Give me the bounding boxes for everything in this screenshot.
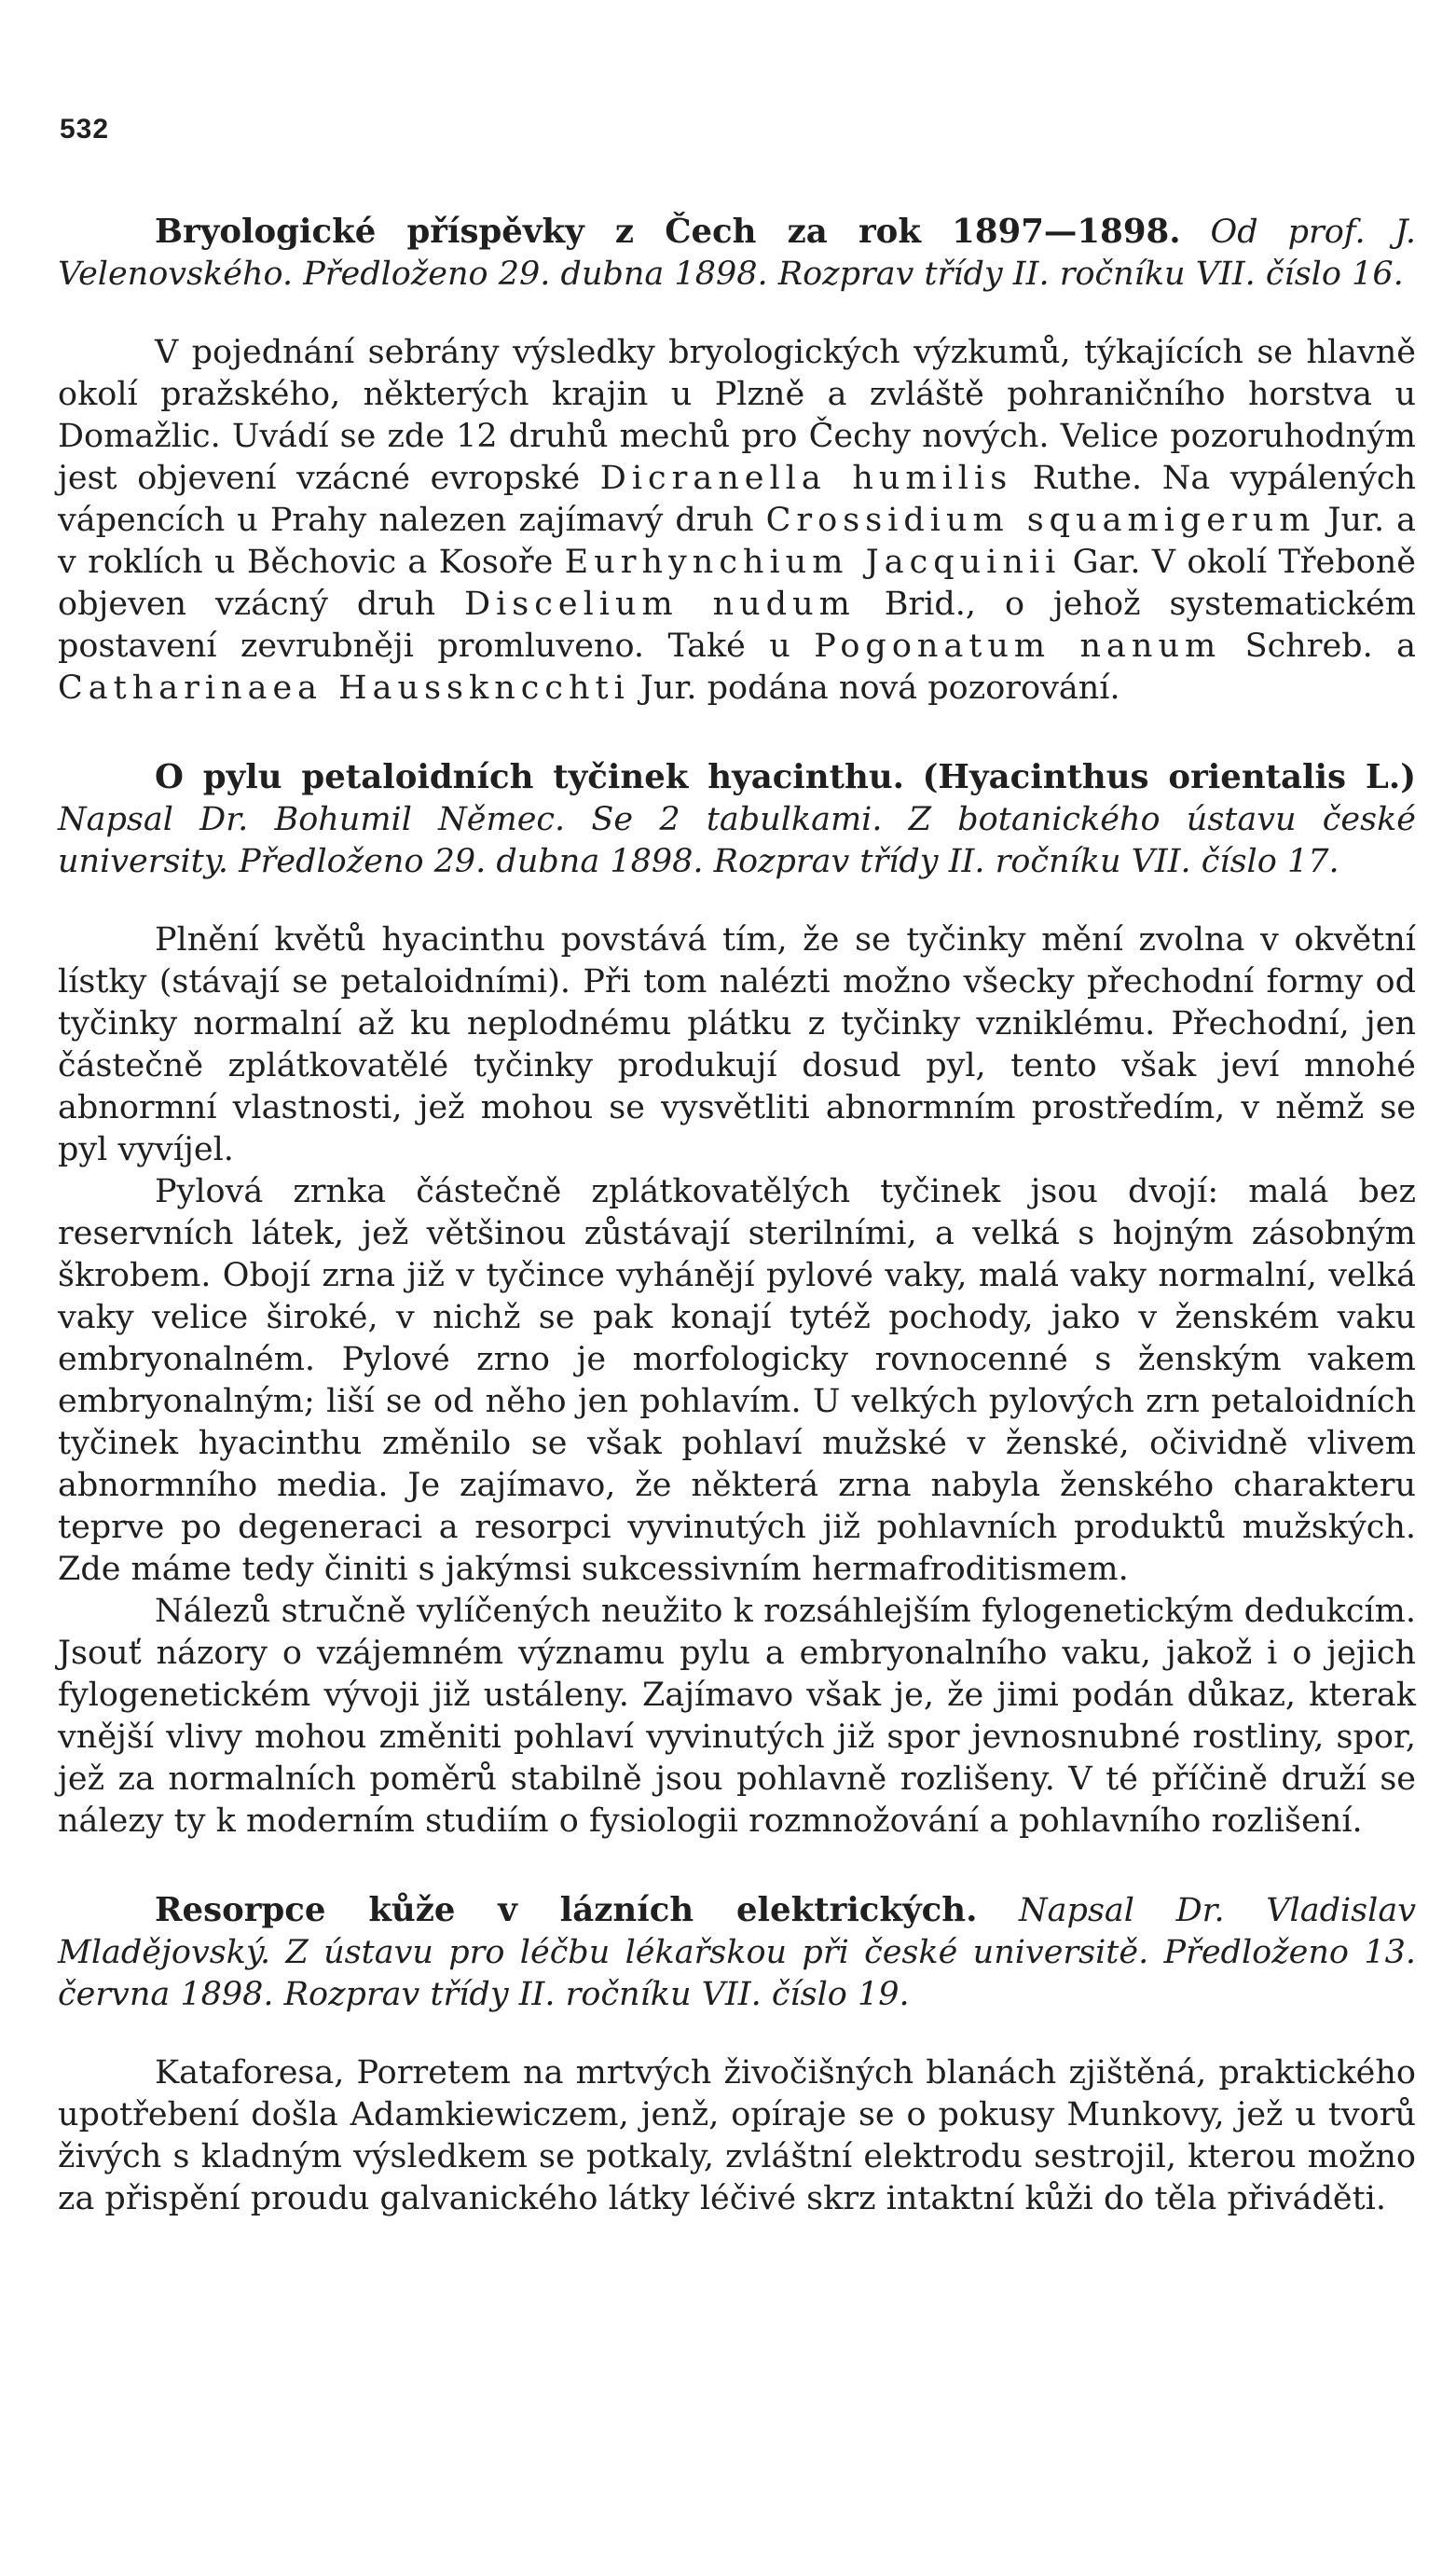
article-header xyxy=(58,211,1416,296)
article-title: O pylu petaloidních tyčinek hyacinthu. xyxy=(155,758,904,796)
page-content xyxy=(58,211,1416,2220)
page-number: 532 xyxy=(60,114,110,145)
article-meta: Od prof. J. Velenovského. Předloženo 29. dubna 1898. Rozprav třídy II. ročníku VII. číslo 16. xyxy=(58,214,1416,293)
article-paragraph: Kataforesa, Porretem na mrtvých živočišných blanách zjištěná, praktického upotřebení došla Adamkiewiczem, jenž, opíraje se o pokusy Munkovy, jež u tvorů živých s kladným výsledkem se potkaly, zvláštní elektrodu sestrojil, kterou možno za přispění proudu galvanického látky léčivé skrz intaktní kůži do těla přiváděti. xyxy=(58,2054,1416,2217)
article-paragraph: Nálezů stručně vylíčených neužito k rozsáhlejším fylogenetickým dedukcím. Jsouť názory o vzájemném významu pylu a embryonalního vaku, jakož i o jejich fylogenetickém vývoji již ustáleny. Zajímavo však je, že jimi podán důkaz, kterak vnější vlivy mohou změniti pohlaví vyvinutých již spor jevnosnubné rostliny, spor, jež za normalních poměrů stabilně jsou pohlavně rozlišeny. V té příčině druží se nálezy ty k moderním studiím o fysiologii rozmnožování a pohlavního rozlišení. xyxy=(58,1593,1416,1840)
article-paragraph: Pylová zrnka částečně zplátkovatělých tyčinek jsou dvojí: malá bez reservních látek, jež většinou zůstávají sterilními, a velká s hojným zásobným škrobem. Obojí zrna již v tyčince vyhánějí pylové vaky, malá vaky normalní, velká vaky velice široké, v nichž se pak konají tytéž pochody, jako v ženském vaku embryonalném. Pylové zrno je morfologicky rovnocenné s ženským vakem embryonalným; liší se od něho jen pohlavím. U velkých pylových zrn petaloidních tyčinek hyacinthu změnilo se však pohlaví mužské v ženské, očividně vlivem abnormního media. Je zajímavo, že některá zrna nabyla ženského charakteru teprve po degeneraci a resorpci vyvinutých již pohlavních produktů mužských. Zde máme tedy činiti s jakýmsi sukcessivním hermafroditismem. xyxy=(58,1173,1416,1588)
species-name: Eurhynchium Jacquinii xyxy=(564,544,1062,581)
species-name: Pogonatum nanum xyxy=(814,628,1222,665)
species-name: Crossidium squamigerum xyxy=(765,502,1316,539)
article-header xyxy=(58,756,1416,883)
article-title-species: (Hyacinthus orientalis L.) xyxy=(922,758,1416,796)
species-name: Dicranella humilis xyxy=(599,460,1013,497)
article-title: Bryologické příspěvky z Čech za rok 1897—1898. xyxy=(155,213,1181,251)
article-paragraph: Plnění květů hyacinthu povstává tím, že se tyčinky mění zvolna v okvětní lístky (stávají se petaloidními). Při tom nalézti možno všecky přechodní formy od tyčinky normalní až ku neplodnému plátku z tyčinky vzniklému. Přechodní, jen částečně zplátkovatělé tyčinky produkují dosud pyl, tento však jeví mnohé abnormní vlastnosti, jež mohou se vysvětliti abnormním prostředím, v němž se pyl vyvíjel. xyxy=(58,921,1416,1168)
species-name: Catharinaea Hausskncchti xyxy=(58,670,630,707)
article-meta: Napsal Dr. Vladislav Mladějovský. Z ústavu pro léčbu lékařskou při české universitě. Předloženo 13. června 1898. Rozprav třídy II. ročníku VII. číslo 19. xyxy=(58,1892,1416,2013)
species-name: Discelium nudum xyxy=(464,586,856,623)
article-header xyxy=(58,1889,1416,2016)
article-paragraph: V pojednání sebrány výsledky bryologických výzkumů, týkajících se hlavně okolí pražského, některých krajin u Plzně a zvláště pohraničního horstva u Domažlic. Uvádí se zde 12 druhů mechů pro Čechy nových. Velice pozoruhodným jest objevení vzácné evropské Dicranella humilis Ruthe. Na vypálených vápencích u Prahy nalezen zajímavý druh Crossidium squamigerum Jur. a v roklích u Běchovic a Kosoře Eurhynchium Jacquinii Gar. V okolí Třeboně objeven vzácný druh Discelium nudum Brid., o jehož systematickém postavení zevrubněji promluveno. Také u Pogonatum nanum Schreb. a Catharinaea Hausskncchti Jur. podána nová pozorování. xyxy=(58,334,1417,707)
article-hyacinth-pollen xyxy=(58,756,1416,1843)
article-bryology xyxy=(58,211,1416,710)
article-skin-resorption xyxy=(58,1889,1416,2220)
article-meta: Napsal Dr. Bohumil Němec. Se 2 tabulkami. Z botanického ústavu české university. Předloženo 29. dubna 1898. Rozprav třídy II. ročníku VII. číslo 17. xyxy=(58,801,1416,880)
article-title: Resorpce kůže v lázních elektrických. xyxy=(155,1891,978,1929)
